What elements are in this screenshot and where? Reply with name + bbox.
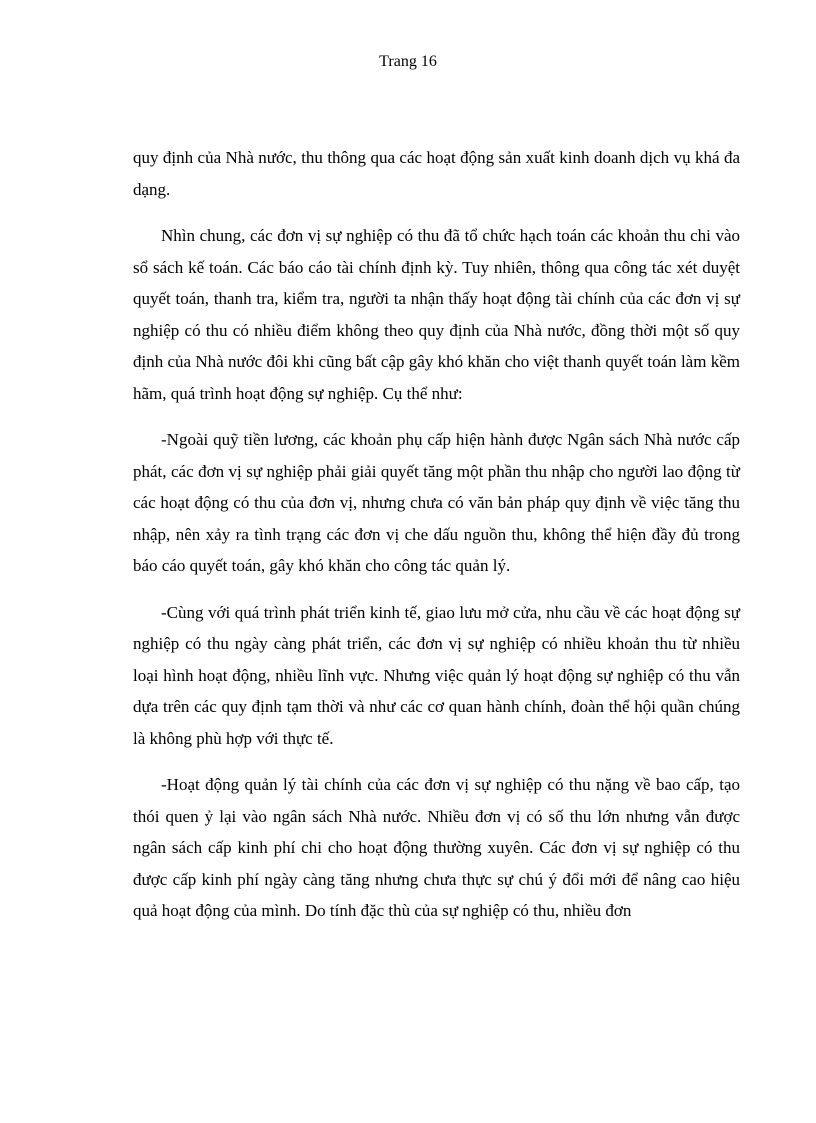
page-number-header: Trang 16 [379, 53, 437, 70]
paragraph-salary-allowance: -Ngoài quỹ tiền lương, các khoản phụ cấp hiện hành được Ngân sách Nhà nước cấp phát, các đơn vị sự nghiệp phải giải quyết tăng một phần thu nhập cho người lao động từ các hoạt động có thu của đơn vị, nhưng chưa có văn bản pháp quy định về việc tăng thu nhập, nên xảy ra tình trạng các đơn vị che dấu nguồn thu, không thể hiện đầy đủ trong báo cáo quyết toán, gây khó khăn cho công tác quản lý. [133, 430, 740, 575]
paragraph-economic-development: -Cùng với quá trình phát triển kinh tế, giao lưu mở cửa, nhu cầu về các hoạt động sự nghiệp có thu ngày càng phát triển, các đơn vị sự nghiệp có nhiều khoản thu từ nhiều loại hình hoạt động, nhiều lĩnh vực. Nhưng việc quản lý hoạt động sự nghiệp có thu vẫn dựa trên các quy định tạm thời và như các cơ quan hành chính, đoàn thể hội quần chúng là không phù hợp với thực tế. [133, 602, 740, 748]
paragraph-continued: quy định của Nhà nước, thu thông qua các hoạt động sản xuất kinh doanh dịch vụ khá đa dạng. [133, 148, 740, 199]
document-body [133, 142, 740, 942]
paragraph-financial-management: -Hoạt động quản lý tài chính của các đơn vị sự nghiệp có thu nặng về bao cấp, tạo thói quen ỷ lại vào ngân sách Nhà nước. Nhiều đơn vị có số thu lớn nhưng vẫn được ngân sách cấp kinh phí chi cho hoạt động thường xuyên. Các đơn vị sự nghiệp có thu được cấp kinh phí ngày càng tăng nhưng chưa thực sự chú ý đổi mới để nâng cao hiệu quả hoạt động của mình. Do tính đặc thù của sự nghiệp có thu, nhiều đơn [133, 775, 740, 920]
paragraph-overview: Nhìn chung, các đơn vị sự nghiệp có thu đã tổ chức hạch toán các khoản thu chi vào sổ sách kế toán. Các báo cáo tài chính định kỳ. Tuy nhiên, thông qua công tác xét duyệt quyết toán, thanh tra, kiểm tra, người ta nhận thấy hoạt động tài chính của các đơn vị sự nghiệp có thu có nhiều điểm không theo quy định của Nhà nước, đồng thời một số quy định của Nhà nước đôi khi cũng bất cập gây khó khăn cho việt thanh quyết toán làm kềm hãm, quá trình hoạt động sự nghiệp. Cụ thể như: [133, 226, 740, 403]
